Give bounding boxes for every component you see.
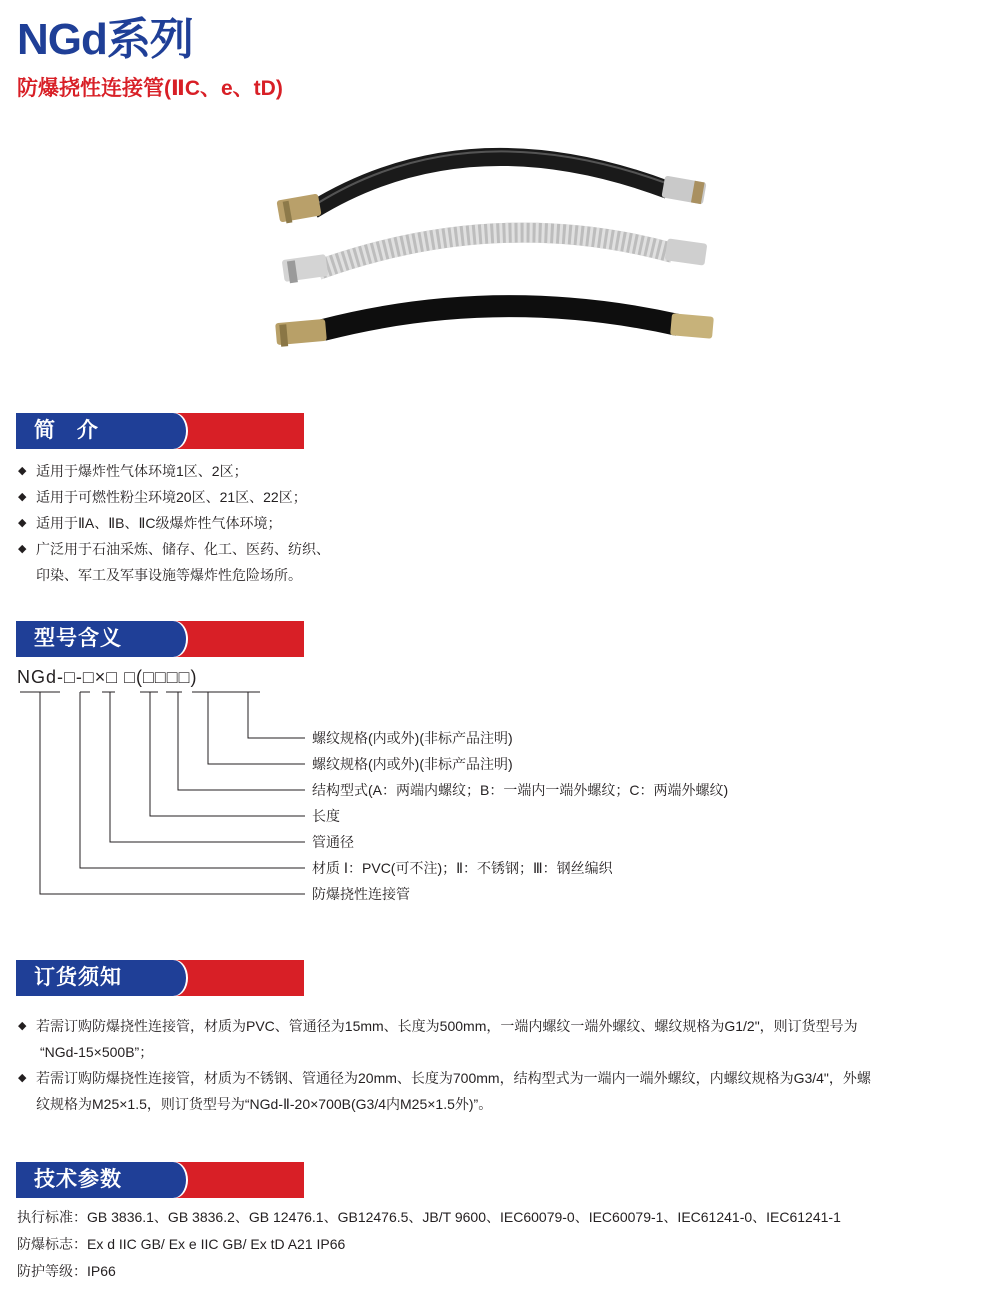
list-item-continuation: 纹规格为M25×1.5，则订货型号为“NGd-Ⅱ-20×700B(G3/4内M25×1.5外)”。 <box>36 1096 493 1112</box>
spec-protection: 防护等级：IP66 <box>17 1263 116 1279</box>
list-item: ◆ 适用于可燃性粉尘环境20区、21区、22区； <box>18 489 307 505</box>
section-header-tech: 技术参数 <box>16 1162 304 1198</box>
model-label-structure: 结构型式(A：两端内螺纹；B：一端内一端外螺纹；C：两端外螺纹) <box>312 782 729 798</box>
section-header-order: 订货须知 <box>16 960 304 996</box>
intro-list <box>18 458 330 588</box>
list-item: ◆ 适用于ⅡA、ⅡB、ⅡC级爆炸性气体环境； <box>18 515 282 531</box>
hose-black-glossy <box>276 151 706 223</box>
page-title: NGd系列 <box>17 15 193 64</box>
list-item: ◆ 若需订购防爆挠性连接管，材质为不锈钢、管通径为20mm、长度为700mm，结构型式为一端内一端外螺纹，内螺纹规格为G3/4"，外螺 <box>18 1070 871 1086</box>
list-item-continuation: 印染、军工及军事设施等爆炸性危险场所。 <box>36 567 302 583</box>
model-label-product: 防爆挠性连接管 <box>312 886 410 902</box>
spec-marking: 防爆标志：Ex d IIC GB/ Ex e IIC GB/ Ex tD A21 IP66 <box>17 1236 346 1252</box>
section-header-intro: 简 介 <box>16 413 304 449</box>
model-code: NGd-□-□×□ □(□□□□) <box>17 667 198 687</box>
page-subtitle: 防爆挠性连接管(ⅡC、e、tD) <box>17 77 283 100</box>
model-label-thread-2: 螺纹规格(内或外)(非标产品注明) <box>312 756 513 772</box>
model-diagram-lines <box>0 690 320 910</box>
model-label-diameter: 管通径 <box>312 834 354 850</box>
list-item: ◆ 适用于爆炸性气体环境1区、2区； <box>18 463 248 479</box>
list-item: ◆ 若需订购防爆挠性连接管，材质为PVC、管通径为15mm、长度为500mm，一端内螺纹一端外螺纹、螺纹规格为G1/2"，则订货型号为 <box>18 1018 858 1034</box>
hose-stainless-braided <box>282 233 708 284</box>
order-list <box>18 1013 968 1117</box>
model-label-length: 长度 <box>312 808 340 824</box>
spec-standard: 执行标准：GB 3836.1、GB 3836.2、GB 12476.1、GB12476.5、JB/T 9600、IEC60079-0、IEC60079-1、IEC61241-0、IEC61241-1 <box>17 1209 841 1225</box>
section-header-model: 型号含义 <box>16 621 304 657</box>
hose-black-rubber <box>275 306 714 347</box>
list-item: ◆ 广泛用于石油采炼、储存、化工、医药、纺织、 <box>18 541 330 557</box>
list-item-continuation: “NGd-15×500B”； <box>40 1044 154 1060</box>
model-label-thread-1: 螺纹规格(内或外)(非标产品注明) <box>312 730 513 746</box>
product-photo <box>268 135 728 365</box>
model-label-material: 材质 Ⅰ：PVC(可不注)；Ⅱ：不锈钢；Ⅲ：钢丝编织 <box>312 860 613 876</box>
